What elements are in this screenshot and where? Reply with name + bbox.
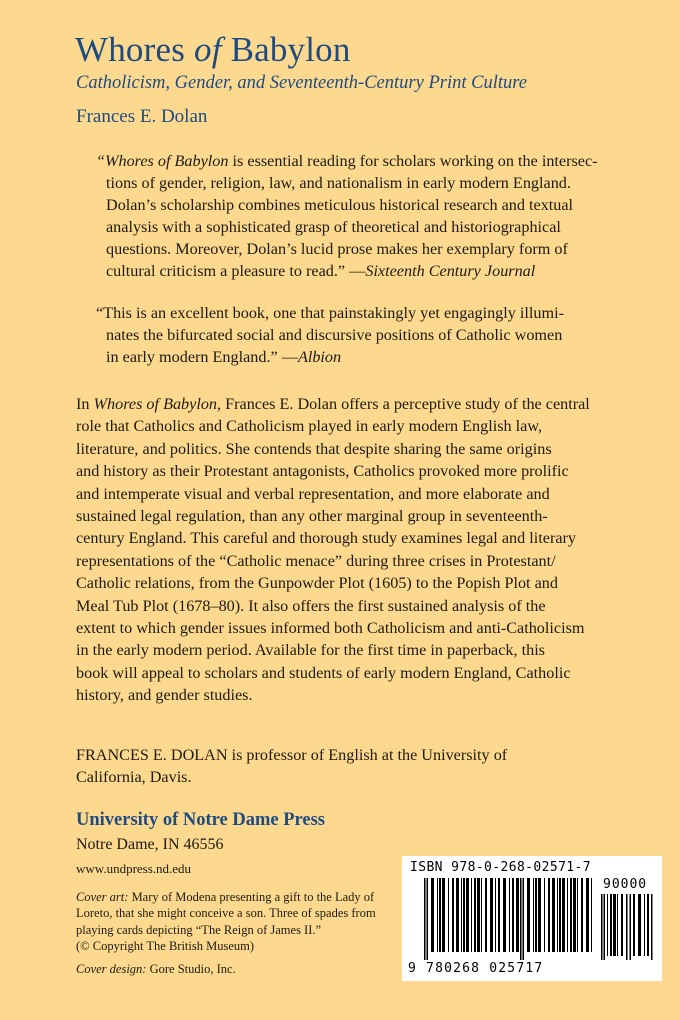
barcode-bar bbox=[610, 894, 612, 956]
review-quote-2 bbox=[96, 302, 616, 368]
barcode-bar bbox=[601, 894, 603, 960]
barcode-bar bbox=[573, 878, 576, 952]
quote-source: Albion bbox=[297, 348, 342, 366]
bio-line: California, Davis. bbox=[76, 768, 192, 787]
barcode-bar bbox=[439, 878, 441, 952]
barcode-bar bbox=[613, 894, 616, 956]
barcode-bar bbox=[577, 878, 578, 952]
cover-design-credit: Cover design: Gore Studio, Inc. bbox=[76, 962, 236, 976]
barcode-bar bbox=[495, 878, 496, 952]
barcode-bar bbox=[527, 878, 530, 952]
barcode-bar bbox=[617, 894, 618, 956]
quote-line: nates the bifurcated social and discursive positions of Catholic women bbox=[106, 326, 563, 344]
description-line: representations of the “Catholic menace” during three crises in Protestant/ bbox=[76, 551, 556, 570]
barcode-bar bbox=[630, 894, 632, 960]
barcode-bar bbox=[604, 894, 606, 960]
publisher-city: Notre Dame, IN 46556 bbox=[76, 836, 224, 853]
book-author: Frances E. Dolan bbox=[76, 106, 208, 127]
barcode-bar bbox=[535, 878, 537, 952]
barcode-bar bbox=[644, 894, 645, 956]
book-subtitle: Catholicism, Gender, and Seventeenth-Century Print Culture bbox=[76, 73, 527, 93]
description-line: Catholic relations, from the Gunpowder Plot (1605) to the Popish Plot and bbox=[76, 574, 558, 593]
book-description bbox=[76, 393, 636, 707]
barcode-bar bbox=[424, 878, 426, 960]
title-of: of bbox=[194, 30, 222, 69]
barcode-bar bbox=[512, 878, 514, 952]
quote-line: tions of gender, religion, law, and nationalism in early modern England. bbox=[106, 174, 571, 192]
barcode-bar bbox=[448, 878, 449, 952]
description-line: book will appeal to scholars and students of early modern England, Catholic bbox=[76, 663, 571, 682]
title-text-end: Babylon bbox=[221, 30, 351, 69]
barcode-bar bbox=[452, 878, 454, 952]
barcode-bar bbox=[516, 878, 519, 952]
barcode-bar bbox=[503, 878, 506, 952]
publisher-name: University of Notre Dame Press bbox=[76, 810, 326, 830]
barcode-bar bbox=[638, 894, 641, 956]
barcode-bar bbox=[481, 878, 482, 952]
barcode-bar bbox=[427, 878, 429, 960]
description-line: in the early modern period. Available for the first time in paperback, this bbox=[76, 641, 545, 660]
barcode-bar bbox=[548, 878, 550, 952]
barcode-bar bbox=[437, 878, 438, 952]
cover-design-label: Cover design: bbox=[76, 962, 147, 976]
barcode-bar bbox=[633, 894, 635, 956]
barcode-bar bbox=[557, 878, 558, 952]
barcode-bar bbox=[626, 894, 628, 960]
quote-title: “Whores of Babylon bbox=[96, 152, 229, 170]
description-line: and history as their Protestant antagonists, Catholics provoked more prolific bbox=[76, 462, 569, 481]
barcode-bar bbox=[651, 894, 653, 960]
cover-art-label: Cover art: bbox=[76, 890, 129, 904]
description-line: history, and gender studies. bbox=[76, 686, 253, 705]
barcode-bar bbox=[607, 894, 608, 956]
barcode-bar bbox=[567, 878, 568, 952]
description-line: and intemperate visual and verbal representation, and more elaborate and bbox=[76, 484, 550, 503]
barcode-bar bbox=[523, 878, 525, 960]
addon-barcode bbox=[601, 894, 655, 960]
quote-line: “This is an excellent book, one that painstakingly yet engagingly illumi- bbox=[96, 304, 564, 322]
barcode-bar bbox=[474, 878, 476, 952]
description-line: literature, and politics. She contends that despite sharing the same origins bbox=[76, 439, 552, 458]
barcode-bar bbox=[533, 878, 534, 952]
barcode-bar bbox=[544, 878, 545, 952]
barcode-bar bbox=[471, 878, 472, 952]
review-quote-1 bbox=[96, 150, 616, 282]
book-title bbox=[75, 30, 351, 70]
quote-line: questions. Moreover, Dolan’s lucid prose makes her exemplary form of bbox=[106, 240, 568, 258]
barcode-bar bbox=[552, 878, 555, 952]
publisher-url[interactable]: www.undpress.nd.edu bbox=[76, 861, 192, 876]
barcode-bar bbox=[520, 878, 522, 960]
description-line: extent to which gender issues informed both Catholicism and anti-Catholicism bbox=[76, 619, 585, 638]
barcode-bar bbox=[509, 878, 510, 952]
barcode-digits: 9 780268 025717 bbox=[408, 961, 544, 976]
isbn-barcode bbox=[402, 856, 662, 981]
barcode-bar bbox=[466, 878, 469, 952]
quote-line: cultural criticism a pleasure to read.” —Sixteenth Century Journal bbox=[106, 262, 536, 280]
barcode-bar bbox=[431, 878, 434, 952]
bio-line: FRANCES E. DOLAN is professor of English at the University of bbox=[76, 746, 508, 764]
author-bio bbox=[76, 744, 507, 789]
barcode-bar bbox=[647, 894, 649, 956]
barcode-bar bbox=[538, 878, 541, 952]
barcode-bar bbox=[581, 878, 583, 952]
quote-line: in early modern England.” —Albion bbox=[106, 348, 342, 366]
description-line: Meal Tub Plot (1678–80). It also offers the first sustained analysis of the bbox=[76, 596, 546, 615]
barcode-bar bbox=[498, 878, 500, 952]
barcode-bar bbox=[477, 878, 480, 952]
barcode-bar bbox=[562, 878, 565, 952]
quote-line: analysis with a sophisticated grasp of theoretical and historiographical bbox=[106, 218, 561, 236]
isbn-text: ISBN 978-0-268-02571-7 bbox=[410, 860, 591, 875]
ean-barcode bbox=[424, 878, 596, 960]
description-line: sustained legal regulation, than any other marginal group in seventeenth- bbox=[76, 507, 548, 526]
barcode-bar bbox=[570, 878, 572, 952]
barcode-bar bbox=[490, 878, 493, 952]
quote-source: Sixteenth Century Journal bbox=[365, 262, 536, 280]
barcode-bar bbox=[559, 878, 561, 952]
barcode-bar bbox=[463, 878, 465, 952]
barcode-bar bbox=[442, 878, 445, 952]
cover-art-credit: Cover art: Mary of Modena presenting a gift to the Lady of Loreto, that she might conceive a son. Three of spades from playing cards depicting “The Reign of James II.” (© Copyright The British Museum) bbox=[76, 890, 376, 954]
barcode-bar bbox=[591, 878, 592, 952]
barcode-bar bbox=[456, 878, 459, 952]
barcode-bar bbox=[485, 878, 487, 952]
price-code: 90000 bbox=[603, 877, 648, 892]
barcode-bar bbox=[461, 878, 462, 952]
title-text: Whores bbox=[75, 30, 194, 69]
barcode-bar bbox=[621, 894, 623, 956]
quote-line: Dolan’s scholarship combines meticulous historical research and textual bbox=[106, 196, 574, 214]
quote-line: “Whores of Babylon is essential reading for scholars working on the intersec- bbox=[96, 152, 598, 170]
description-line: In Whores of Babylon, Frances E. Dolan offers a perceptive study of the central bbox=[76, 395, 590, 413]
barcode-bar bbox=[586, 878, 589, 952]
description-line: century England. This careful and thorough study examines legal and literary bbox=[76, 529, 577, 548]
description-line: role that Catholics and Catholicism played in early modern English law, bbox=[76, 417, 543, 436]
